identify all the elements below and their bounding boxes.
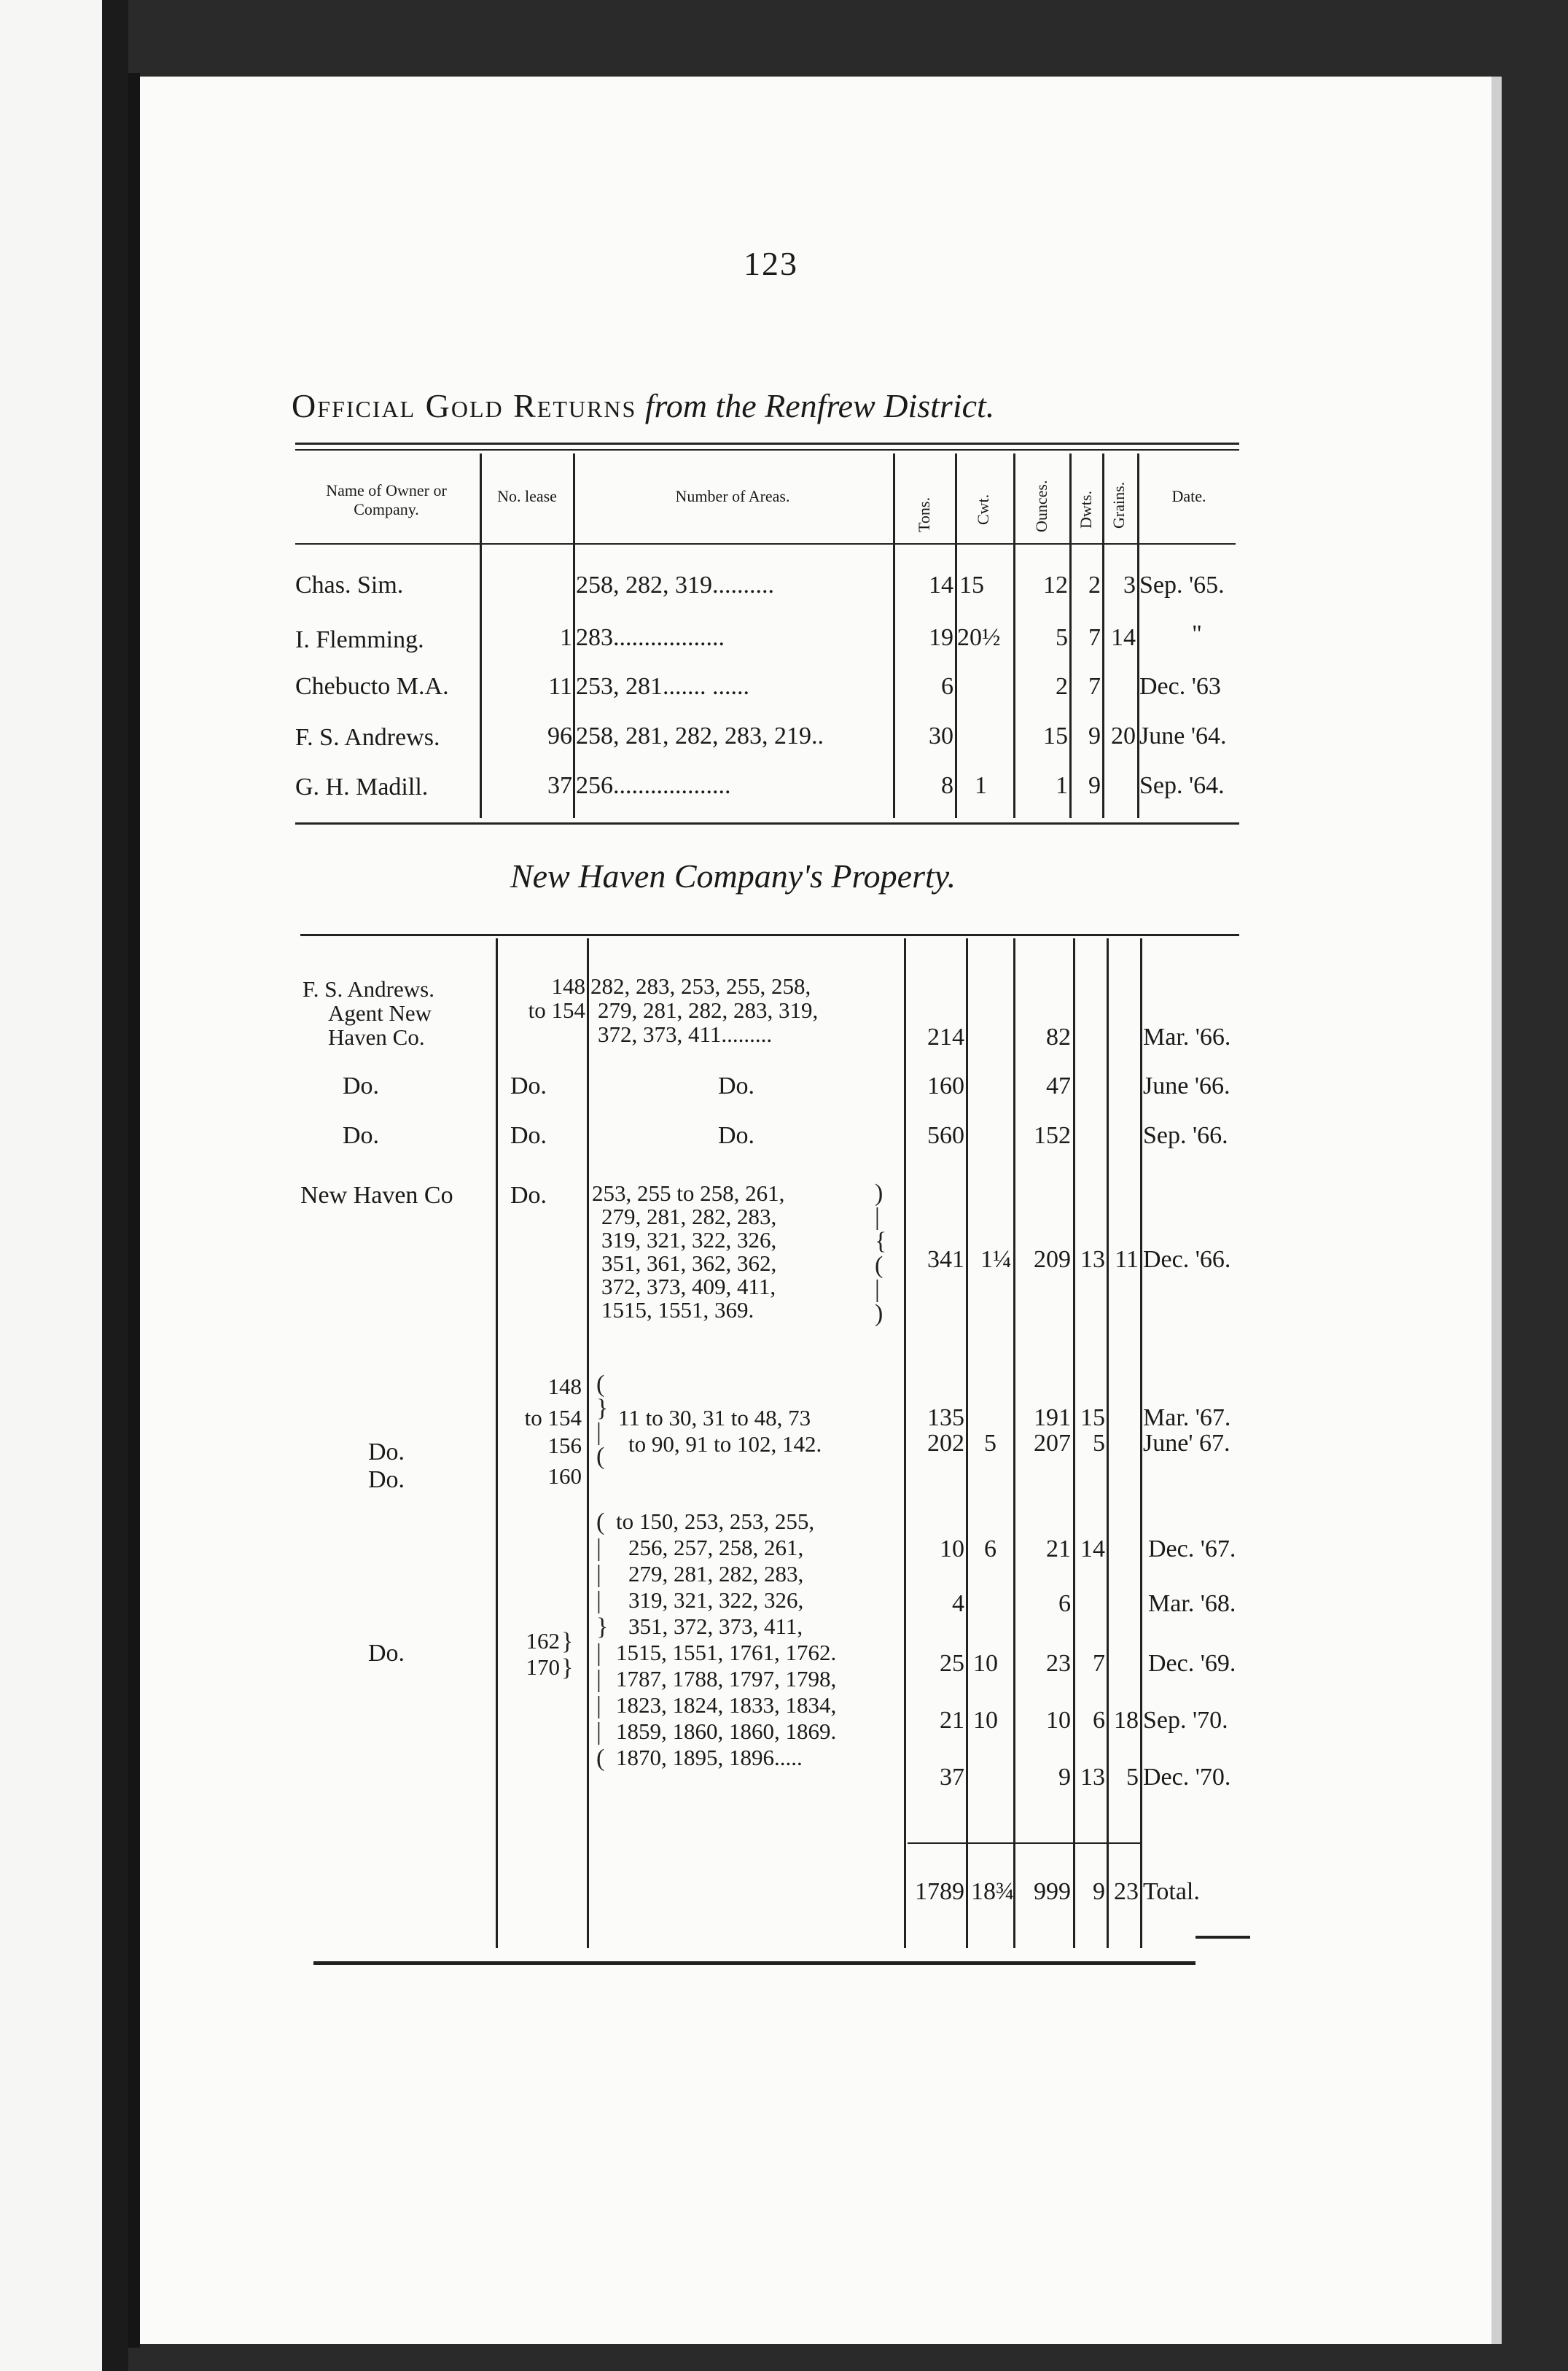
- cell-ounces: 152: [1034, 1122, 1071, 1149]
- cell-areas: 372, 373, 411.........: [598, 1021, 773, 1047]
- cell-owner: F. S. Andrews.: [303, 976, 434, 1002]
- cell-date: ": [1192, 620, 1202, 647]
- rule-top: [295, 443, 1239, 445]
- cell-owner: Do.: [368, 1640, 405, 1667]
- header-cwt: Cwt.: [974, 494, 992, 525]
- rule-top-2: [295, 449, 1239, 451]
- cell-tons: 6: [941, 673, 953, 700]
- cell-dwts: 7: [1093, 1650, 1105, 1677]
- cell-lease: Do.: [510, 1182, 547, 1209]
- cell-owner: Chebucto M.A.: [295, 673, 449, 700]
- cell-lease: 156: [547, 1433, 582, 1458]
- cell-date: Mar. '68.: [1148, 1590, 1236, 1617]
- cell-date: June '64.: [1139, 723, 1227, 750]
- cell-ounces: 9: [1058, 1764, 1071, 1791]
- cell-areas: to 150, 253, 253, 255,: [616, 1508, 815, 1534]
- col-divider: [1140, 938, 1142, 1948]
- cell-tons: 25: [940, 1650, 964, 1677]
- cell-owner: G. H. Madill.: [295, 774, 429, 801]
- cell-ounces: 2: [1056, 673, 1068, 700]
- cell-ounces: 15: [1043, 723, 1068, 750]
- cell-areas: 1515, 1551, 1761, 1762.: [616, 1640, 837, 1665]
- cell-lease: Do.: [510, 1122, 547, 1149]
- col-divider: [573, 453, 575, 818]
- cell-owner: New Haven Co: [300, 1182, 453, 1209]
- cell-tons: 202: [927, 1430, 964, 1457]
- header-grains: Grains.: [1109, 481, 1128, 529]
- cell-tons: 4: [952, 1590, 964, 1617]
- cell-areas: Do.: [718, 1072, 755, 1099]
- cell-owner: Chas. Sim.: [295, 572, 404, 599]
- rule-header-bottom: [295, 543, 1236, 545]
- cell-date: Mar. '66.: [1143, 1024, 1231, 1051]
- cell-dwts: 7: [1088, 624, 1101, 651]
- cell-owner: Do.: [343, 1122, 380, 1149]
- cell-areas: Do.: [718, 1122, 755, 1149]
- cell-cwt: 6: [984, 1535, 996, 1562]
- cell-tons: 21: [940, 1707, 964, 1734]
- page-number: 123: [744, 245, 798, 282]
- cell-ounces: 47: [1046, 1072, 1071, 1099]
- adjacent-page-strip: [0, 0, 109, 2371]
- cell-dwts: 2: [1088, 572, 1101, 599]
- cell-areas: 283..................: [576, 624, 725, 651]
- table-title: [292, 386, 994, 425]
- cell-dwts: 13: [1080, 1764, 1105, 1791]
- cell-owner: Haven Co.: [328, 1024, 425, 1050]
- cell-cwt: 10: [973, 1707, 998, 1734]
- cell-areas: 279, 281, 282, 283,: [628, 1561, 804, 1586]
- cell-areas: 279, 281, 282, 283,: [601, 1204, 777, 1229]
- cell-grains: 3: [1123, 572, 1136, 599]
- cell-dwts: 9: [1088, 723, 1101, 750]
- cell-date: June' 67.: [1143, 1430, 1230, 1457]
- total-ounces: 999: [1034, 1878, 1071, 1905]
- cell-areas: 1870, 1895, 1896.....: [616, 1745, 803, 1770]
- cell-tons: 341: [927, 1246, 964, 1273]
- cell-tons: 214: [927, 1024, 964, 1051]
- header-dwts: Dwts.: [1077, 491, 1095, 529]
- cell-owner: Do.: [343, 1072, 380, 1099]
- cell-areas: 351, 361, 362, 362,: [601, 1250, 777, 1276]
- cell-owner: Agent New: [328, 1000, 432, 1026]
- cell-areas: 1787, 1788, 1797, 1798,: [616, 1666, 837, 1691]
- cell-areas: 319, 321, 322, 326,: [628, 1587, 804, 1613]
- cell-date: Dec. '69.: [1148, 1650, 1236, 1677]
- cell-cwt: 1¼: [980, 1246, 1012, 1273]
- title-italic: from the Renfrew District.: [644, 387, 995, 424]
- header-areas: Number of Areas.: [675, 487, 790, 505]
- cell-cwt: 15: [959, 572, 984, 599]
- cell-lease: 37: [547, 772, 572, 799]
- cell-tons: 8: [941, 772, 953, 799]
- total-dwts: 9: [1093, 1878, 1105, 1905]
- cell-date: Mar. '67.: [1143, 1404, 1231, 1431]
- cell-owner: I. Flemming.: [295, 626, 424, 653]
- col-divider: [587, 938, 589, 1948]
- cell-tons: 30: [929, 723, 953, 750]
- cell-areas: 282, 283, 253, 255, 258,: [590, 973, 811, 999]
- cell-dwts: 9: [1088, 772, 1101, 799]
- cell-areas: 1823, 1824, 1833, 1834,: [616, 1692, 837, 1718]
- cell-ounces: 191: [1034, 1404, 1071, 1431]
- cell-date: Dec. '63: [1139, 673, 1221, 700]
- cell-tons: 135: [927, 1404, 964, 1431]
- cell-areas: 11 to 30, 31 to 48, 73: [618, 1405, 811, 1430]
- cell-lease: 96: [547, 723, 572, 750]
- cell-areas: 256, 257, 258, 261,: [628, 1535, 804, 1560]
- cell-areas: 372, 373, 409, 411,: [601, 1274, 776, 1299]
- cell-date: Sep. '64.: [1139, 772, 1225, 799]
- cell-date: Sep. '65.: [1139, 572, 1225, 599]
- col-divider: [1107, 938, 1109, 1948]
- cell-ounces: 82: [1046, 1024, 1071, 1051]
- cell-owner: Do.: [368, 1466, 405, 1493]
- cell-tons: 560: [927, 1122, 964, 1149]
- cell-areas: 258, 281, 282, 283, 219..: [576, 723, 824, 750]
- cell-areas: 253, 281....... ......: [576, 673, 749, 700]
- total-label: Total.: [1143, 1878, 1200, 1905]
- cell-tons: 160: [927, 1072, 964, 1099]
- left-brace: ( | | | } | | | | (: [596, 1508, 609, 1772]
- cell-lease: 148: [547, 1374, 582, 1399]
- cell-lease: Do.: [510, 1072, 547, 1099]
- cell-areas: 1859, 1860, 1860, 1869.: [616, 1718, 837, 1744]
- cell-dwts: 6: [1093, 1707, 1105, 1734]
- cell-lease: 160: [547, 1463, 582, 1489]
- title-small-caps: Official Gold Returns: [292, 387, 637, 424]
- cell-lease: to 154: [528, 997, 585, 1023]
- book-spine: [128, 73, 140, 2348]
- cell-date: Sep. '66.: [1143, 1122, 1228, 1149]
- cell-lease: to 154: [524, 1405, 582, 1430]
- cell-lease: 1: [560, 624, 572, 651]
- cell-ounces: 5: [1056, 624, 1068, 651]
- right-brace: ) | { ( | ): [875, 1180, 887, 1327]
- cell-cwt: 5: [984, 1430, 996, 1457]
- cell-ounces: 1: [1056, 772, 1068, 799]
- header-lease: No. lease: [497, 487, 557, 505]
- cell-areas: 279, 281, 282, 283, 319,: [598, 997, 819, 1023]
- cell-areas: 253, 255 to 258, 261,: [592, 1180, 785, 1206]
- cell-lease: 162: [526, 1628, 560, 1654]
- total-cwt: 18¾: [971, 1878, 1015, 1905]
- cell-owner: F. S. Andrews.: [295, 724, 440, 751]
- cell-date: Dec. '67.: [1148, 1535, 1236, 1562]
- cell-lease: 170: [526, 1654, 560, 1680]
- left-brace: ( } | (: [596, 1371, 609, 1470]
- section-subtitle: New Haven Company's Property.: [510, 857, 956, 895]
- cell-cwt: 20½: [957, 624, 1001, 651]
- page-edge-shadow: [102, 0, 128, 2371]
- right-brace: } }: [561, 1628, 574, 1681]
- cell-ounces: 207: [1034, 1430, 1071, 1457]
- cell-date: Sep. '70.: [1143, 1707, 1228, 1734]
- rule-total-line: [908, 1842, 1141, 1844]
- cell-ounces: 209: [1034, 1246, 1071, 1273]
- cell-ounces: 21: [1046, 1535, 1071, 1562]
- cell-owner: Do.: [368, 1438, 405, 1465]
- cell-grains: 5: [1126, 1764, 1139, 1791]
- cell-ounces: 10: [1046, 1707, 1071, 1734]
- cell-grains: 20: [1111, 723, 1136, 750]
- cell-dwts: 13: [1080, 1246, 1105, 1273]
- cell-grains: 14: [1111, 624, 1136, 651]
- total-tons: 1789: [915, 1878, 964, 1905]
- cell-tons: 37: [940, 1764, 964, 1791]
- cell-date: June '66.: [1143, 1072, 1230, 1099]
- cell-dwts: 5: [1093, 1430, 1105, 1457]
- rule-bottom: [313, 1961, 1195, 1965]
- cell-lease: 11: [548, 673, 572, 700]
- cell-areas: 256...................: [576, 772, 731, 799]
- cell-areas: 258, 282, 319..........: [576, 572, 774, 599]
- cell-tons: 10: [940, 1535, 964, 1562]
- rule-bottom-end: [1195, 1936, 1250, 1939]
- cell-areas: 319, 321, 322, 326,: [601, 1227, 777, 1253]
- cell-tons: 19: [929, 624, 953, 651]
- total-grains: 23: [1114, 1878, 1139, 1905]
- col-divider: [1137, 453, 1139, 818]
- cell-areas: 1515, 1551, 369.: [601, 1297, 754, 1323]
- cell-cwt: 10: [973, 1650, 998, 1677]
- cell-ounces: 6: [1058, 1590, 1071, 1617]
- cell-dwts: 15: [1080, 1404, 1105, 1431]
- header-owner: Name of Owner or Company.: [326, 481, 447, 518]
- cell-grains: 11: [1115, 1246, 1139, 1273]
- cell-dwts: 7: [1088, 673, 1101, 700]
- cell-cwt: 1: [975, 772, 987, 799]
- cell-ounces: 23: [1046, 1650, 1071, 1677]
- cell-date: Dec. '70.: [1143, 1764, 1231, 1791]
- cell-date: Dec. '66.: [1143, 1246, 1231, 1273]
- header-ounces: Ounces.: [1032, 480, 1050, 532]
- cell-grains: 18: [1114, 1707, 1139, 1734]
- cell-ounces: 12: [1043, 572, 1068, 599]
- cell-areas: 351, 372, 373, 411,: [628, 1613, 803, 1639]
- rule-top-table-bottom: [295, 822, 1239, 825]
- header-tons: Tons.: [915, 497, 933, 532]
- header-date: Date.: [1171, 487, 1206, 505]
- cell-dwts: 14: [1080, 1535, 1105, 1562]
- rule-second-top: [300, 934, 1239, 936]
- col-divider: [966, 938, 968, 1948]
- cell-areas: to 90, 91 to 102, 142.: [628, 1431, 822, 1457]
- cell-tons: 14: [929, 572, 953, 599]
- cell-lease: 148: [551, 973, 585, 999]
